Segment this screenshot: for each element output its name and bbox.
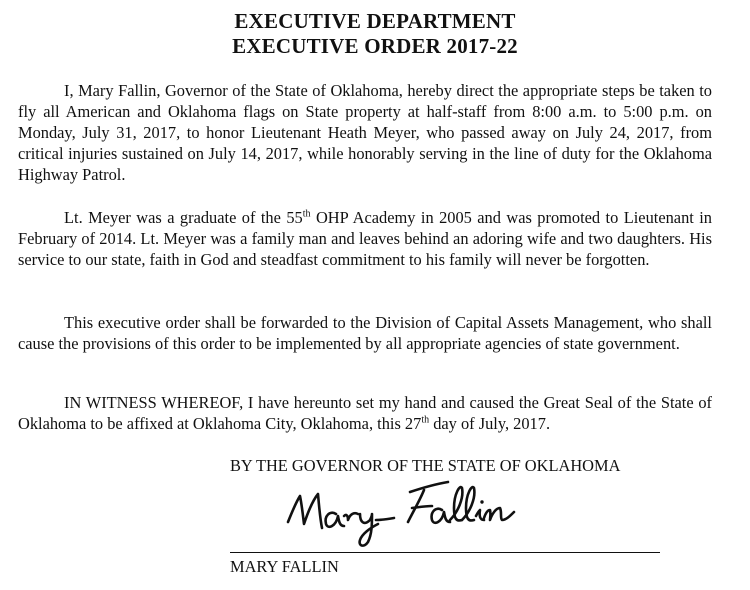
by-governor-line: BY THE GOVERNOR OF THE STATE OF OKLAHOMA [230,456,621,475]
biography-text-end: OHP Academy in 2005 and was promoted to Lieutenant in February of 2014. Lt. Meyer was a family man and leaves behind an adoring wife and two daughters. His service to our state, faith in God and steadfast commitment to his family will never be forgotten. [18,208,713,269]
ordinal-suffix: th [302,208,311,220]
witness-text-end: day of July, 2017. [429,414,551,433]
signature-line [230,552,660,553]
handwritten-signature [282,478,542,550]
directive-paragraph: I, Mary Fallin, Governor of the State of Oklahoma, hereby direct the appropriate steps be taken to fly all American and Oklahoma flags on State property at half-staff from 8:00 a.m. to 5:00 p.m. on Monday, July 31, 2017, to honor Lieutenant Heath Meyer, who passed away on July 24, 2017, from critical injuries sustained on July 14, 2017, while honorably serving in the line of duty for the Oklahoma Highway Patrol. [18,81,712,184]
department-heading: EXECUTIVE DEPARTMENT [234,9,516,33]
biography-text-start: Lt. Meyer was a graduate of the 55 [64,208,303,227]
witness-paragraph [18,392,712,434]
governor-printed-name: MARY FALLIN [230,557,339,576]
ordinal-suffix: th [421,414,430,426]
biography-paragraph [18,207,712,270]
forwarding-paragraph: This executive order shall be forwarded to the Division of Capital Assets Management, who shall cause the provisions of this order to be implemented by all appropriate agencies of state government. [18,313,712,353]
witness-text-start: IN WITNESS WHEREOF, I have hereunto set my hand and caused the Great Seal of the State of Oklahoma to be affixed at Oklahoma City, Oklahoma, this 27 [18,393,712,433]
order-number-heading: EXECUTIVE ORDER 2017-22 [232,34,518,58]
